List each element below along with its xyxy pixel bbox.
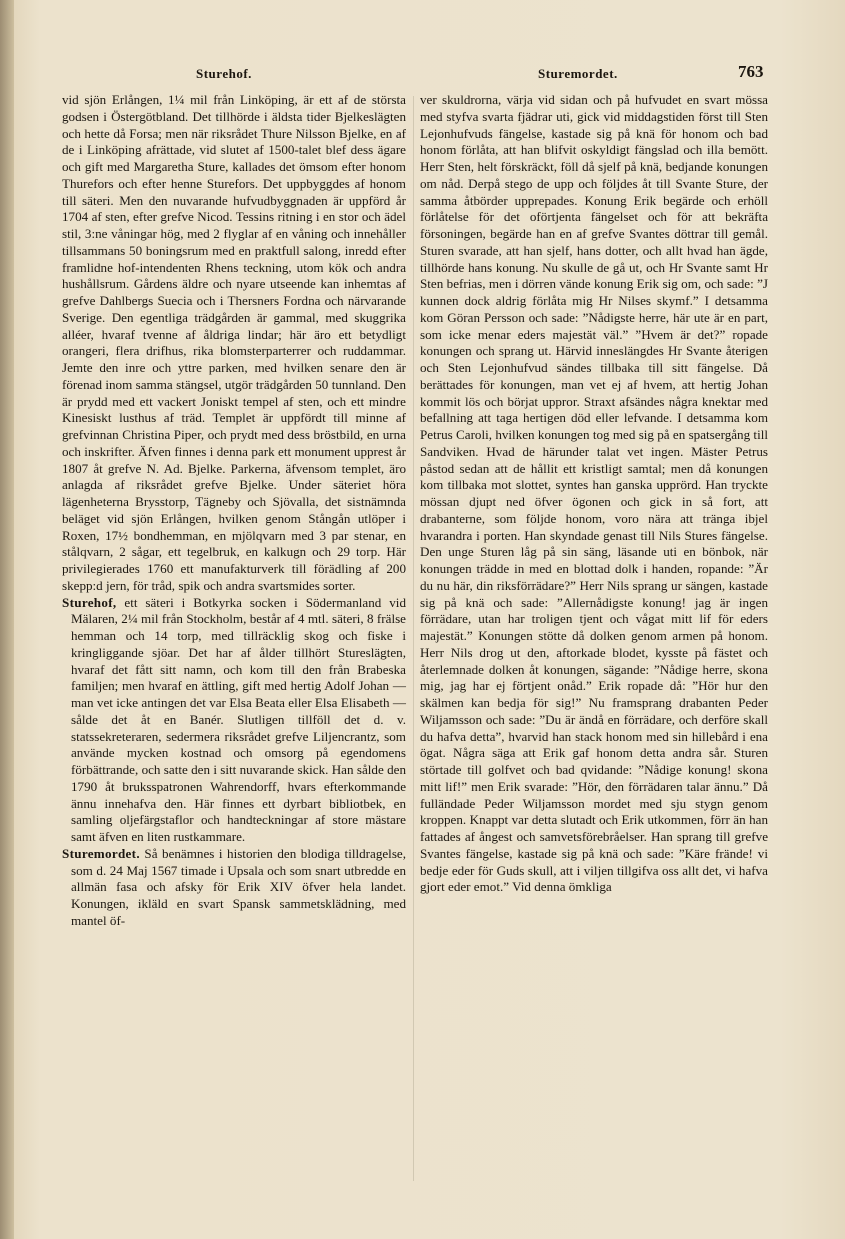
- running-header: [0, 62, 845, 86]
- page-number: 763: [738, 62, 764, 81]
- sturehof-headword: Sturehof,: [62, 594, 117, 610]
- book-spine: [0, 0, 14, 1239]
- left-running-title: Sturehof.: [196, 66, 252, 81]
- sturehof-text: ett säteri i Botkyrka socken i Södermanland vid Mälaren, 2¼ mil från Stockholm, består af 4 mtl. säteri, 8 frälse hemman och 14 torp, med tillräcklig skog och fiske i kringliggande sjöar. Det har af ålder tillhört Stureslägten, hvaraf det fått sitt namn, och kom till den från Brabeska familjen; men hvaraf en ättling, gift med hertig Adolf Johan — man vet icke antingen det var Elsa Beata eller Elsa Elisabeth — sålde det åt en Banér. Slutligen tillföll det d. v. statssekreteraren, sedermera riksrådet grefve Liljencrantz, som använde mycken kostnad och omsorg på egendomens förbättrande, och satte den i sitt nuvarande skick. Han sålde den 1790 åt bruksspatronen Wahrendorff, hvars efterkommande ännu innehafva den. Här finnes ett dyrbart bibliotbek, en samling oljefärgstaflor och handteckningar af store mästare samt äfven en liten rustkammare.: [71, 594, 406, 844]
- sturemordet-entry: [62, 846, 406, 930]
- right-column: [420, 92, 768, 896]
- column-divider: [413, 96, 414, 1181]
- sturefors-paragraph: vid sjön Erlången, 1¼ mil från Linköping, är ett af de största godsen i Östergötbland. Det tillhörde i äldsta tider Bjelkeslägten och hette då Forsa; men när riksrådet Thure Nilsson Bjelke, en af de i Linköping afrättade, vid slutet af 1500-talet blef dess ägare och gift med Margaretha Sture, kallades det ömsom efter honom Thurefors och efter henne Sturefors. Det uppbyggdes af honom till säteri. Men den nuvarande hufvudbyggnaden är uppförd år 1704 af sten, efter grefve Nicod. Tessins ritning i en stor och ädel stil, 3:ne våningar hög, med 2 flyglar af en våning och innehåller tillsammans 50 boningsrum med en praktfull salong, inredd efter framlidne hof-intendenten Rhens teckning, utom kök och andra hushållsrum. Gårdens äldre och nyare utseende kan inhemtas af grefve Dahlbergs Suecia och i Thersners Fordna och närvarande Sverige. Den egentliga trädgården är gammal, med skuggrika alléer, hvaraf tvenne af åldriga lindar; här äro ett betydligt orangeri, flera drifhus, rika blomsterparterrer och ruddammar. Jemte den inre och yttre parken, med hvilken senare den är förenad inom samma stängsel, utgör trädgården 50 tunnland. Den är prydd med ett vackert Joniskt tempel af sten, och ett mindre Kinesiskt lusthus af träd. Templet är uppfördt till minne af grefvinnan Christina Piper, och prydt med dess bröstbild, en urna och inskrifter. Äfven finnes i denna park ett monument upprest år 1807 åt grefve N. Ad. Bjelke. Parkerna, äfvensom templet, äro anlagda af riksrådet grefve Bjelke. Under säteriet höra lägenheterna Brysstorp, Tägneby och Sjövalla, det sistnämnda beläget vid sjön Erlången, hvilken genom Stångån utlöper i Roxen, 17½ bondhemman, en mjölqvarn med 3 par stenar, en stålqvarn, 2 sågar, ett tegelbruk, en kalkugn och 29 torp. Här privilegierades 1760 ett manufakturverk till förädling af 200 skepp:d jern, för tråd, spik och andra svartsmides sorter.: [62, 92, 406, 593]
- sturemordet-continued-paragraph: ver skuldrorna, värja vid sidan och på hufvudet en svart mössa med styfva svarta fjädrar uti, gick vid middagstiden först till Sten Lejonhufvuds fängelse, kastade sig på knä för honom och bad honom förlåta, att han blifvit oskyldigt fängslad och illa bemött. Herr Sten, helt förskräckt, föll då sjelf på knä, bedjande konungen om nåd. Derpå stego de upp och följdes åt till Svante Sture, der samma åtbörder upprepades. Konung Erik begärde och erhöll förlåtelse för det oförtjenta fängelset och för att bekräfta försoningen, begärde han en af grefve Svantes döttrar till gemål. Sturen svarade, att han sjelf, hans dotter, och allt hvad han ägde, tillhörde hans konung. Nu skulle de gå ut, och Hr Svante samt Hr Sten befrias, men i dörren vände konung Erik sig om, och sade: ”J kunnen dock aldrig förlåta mig Hr Nilses skymf.” I detsamma kom Göran Persson och sade: ”Nådigste herre, här ute är en part, som icke menar eders majestät väl.” ”Hvem är det?” ropade konungen och sprang ut. Härvid inneslängdes Hr Svante återigen och Sten Lejonhufvud sändes tillbaka till sitt fängelse. Då berättades för konungen, man vet ej af hvem, att hertig Johan kommit lös och börjat uppror. Straxt afsändes några knektar med befallning att taga hertigen död eller lefvande. I detsamma kom Petrus Caroli, hvilken konungen tog med sig på en spatsergång till Sandviken. Hvad de härunder talat vet ingen. Mäster Petrus påstod sedan att de hållit ett kristligt samtal; men då konungen kom tillbaka mot slottet, syntes han ganska upprörd. Han tryckte mössan djupt ned öfver ögonen och gick in så fort, att drabanterne, som följde honom, voro nära att tränga ibjel hvarandra i porten. Han skyndade genast till Nils Stures fängelse. Den unge Sturen låg på sin säng, läsande uti en bönbok, när konungen trädde in med en blottad dolk i handen, ropande: ”Är du nu här, din riksförrädare?” Herr Nils sprang ur sängen, kastade sig på knä och sade: ”Allernådigste konung! jag är ingen förrädare, utan har troligen tjent och vågat mitt lif för eders majestät.” Konungen stötte då dolken genom armen på honom. Herr Nils drog ut den, aftorkade blodet, kysste på fästet och återlemnade dolken åt konungen, sägande: ”Nådige herre, skona mig, jag har ej förtjent onåd.” Erik ropade då: ”Hör hur den skälmen kan bedja för sig!” Nu framsprang drabanten Peder Wiljamsson och sade: ”Du är ändå en förrädare, och derföre skall du hafva detta”, hvarvid han stack honom med sin hillebård i ena ögat. Några säga att Erik gaf honom detta andra sår. Sturen störtade till golfvet och bad qvidande: ”Nådige konung! skona mitt lif!” men Erik svarade: ”Hör, den förrädaren talar ännu.” Då fulländade Peder Wiljamsson mordet med sju stygn genom kroppen. Knappt var detta slutadt och Erik utkommen, förr än han fattades af ångest och samvetsförebråelser. Han sprang till grefve Svantes fängelse, kastade sig på knä och sade: ”Käre frände! vi bedje eder för Guds skull, att i viljen tillgifva oss allt det, vi hafva gjort eder emot.” Vid denna ömkliga: [420, 92, 768, 895]
- right-running-title: Sturemordet.: [538, 66, 618, 81]
- sturehof-entry: [62, 595, 406, 846]
- sturemordet-text: Så benämnes i historien den blodiga tilldragelse, som d. 24 Maj 1567 timade i Upsala och som snart utbredde en allmän fasa och afsky för Erik XIV öfver hela landet. Konungen, ikläld en svart Spansk sammetsklädning, med mantel öf-: [71, 845, 406, 928]
- sturemordet-headword: Sturemordet.: [62, 845, 140, 861]
- left-column: [62, 92, 406, 930]
